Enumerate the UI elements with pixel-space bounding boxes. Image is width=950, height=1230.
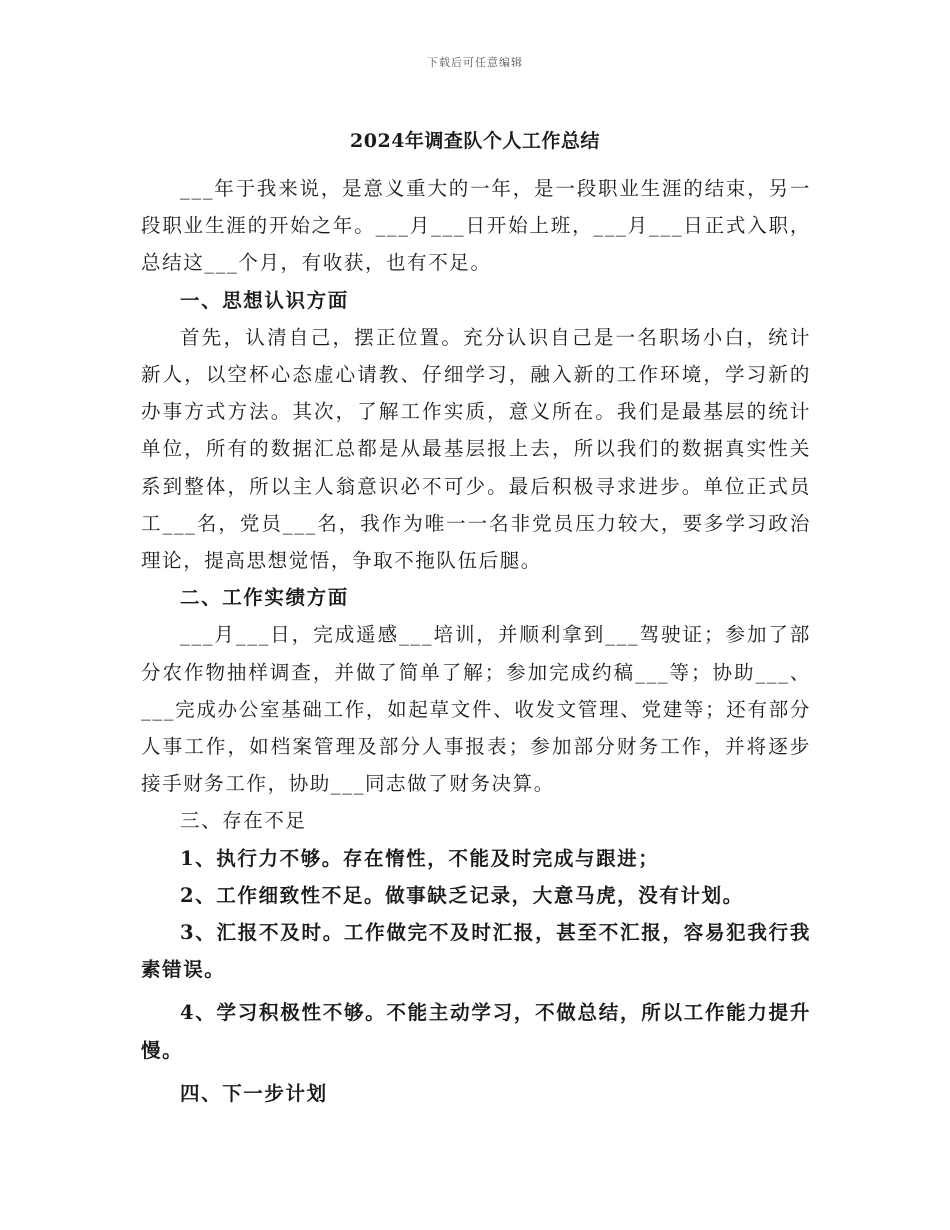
shortcoming-item-1: 1、执行力不够。存在惰性，不能及时完成与跟进； bbox=[180, 846, 660, 870]
shortcoming-item-4: 4、学习积极性不够。不能主动学习，不做总结，所以工作能力提升慢。 bbox=[141, 1001, 811, 1062]
section-heading-next-plan: 四、下一步计划 bbox=[180, 1081, 328, 1105]
document-title: 2024年调查队个人工作总结 bbox=[350, 130, 600, 152]
document-body bbox=[141, 170, 811, 1112]
paragraph-thinking: 首先，认清自己，摆正位置。充分认识自己是一名职场小白，统计新人，以空杯心态虚心请教、仔细学习，融入新的工作环境，学习新的办事方式方法。其次，了解工作实质，意义所在。我们是最基层的统计单位，所有的数据汇总都是从最基层报上去，所以我们的数据真实性关系到整体，所以主人翁意识必不可少。最后积极寻求进步。单位正式员工___名，党员___名，我作为唯一一名非党员压力较大，要多学习政治理论，提高思想觉悟，争取不拖队伍后腿。 bbox=[141, 325, 811, 573]
section-heading-shortcomings: 三、存在不足 bbox=[180, 809, 307, 833]
section-heading-thinking: 一、思想认识方面 bbox=[180, 288, 349, 312]
section-heading-achievements: 二、工作实绩方面 bbox=[180, 586, 349, 610]
shortcoming-item-3: 3、汇报不及时。工作做完不及时汇报，甚至不汇报，容易犯我行我素错误。 bbox=[141, 921, 811, 982]
paragraph-intro: ___年于我来说，是意义重大的一年，是一段职业生涯的结束，另一段职业生涯的开始之年。___月___日开始上班，___月___日正式入职，总结这___个月，有收获，也有不足。 bbox=[141, 177, 811, 275]
shortcoming-item-2: 2、工作细致性不足。做事缺乏记录，大意马虎，没有计划。 bbox=[180, 883, 744, 907]
header-note: 下载后可任意编辑 bbox=[427, 56, 523, 69]
paragraph-achievements: ___月___日，完成遥感___培训，并顺利拿到___驾驶证；参加了部分农作物抽样调查，并做了简单了解；参加完成约稿___等；协助___、___完成办公室基础工作，如起草文件、收发文管理、党建等；还有部分人事工作，如档案管理及部分人事报表；参加部分财务工作，并将逐步接手财务工作，协助___同志做了财务决算。 bbox=[141, 623, 811, 796]
